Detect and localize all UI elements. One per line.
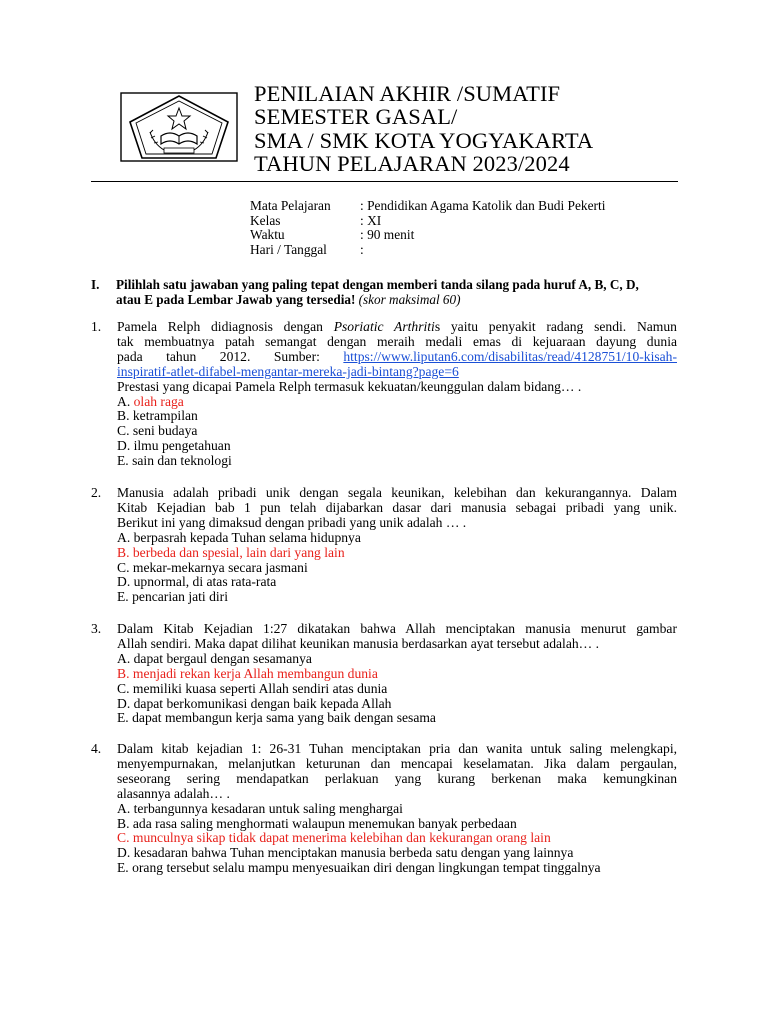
info-value: : XI	[360, 212, 382, 228]
option-text: dapat berkomunikasi dengan baik kepada Allah	[133, 695, 392, 711]
question-line: tak membuatnya patah semangat dengan meraih medali emas di kejuaraan dayung dunia	[117, 333, 677, 349]
option-text: ketrampilan	[132, 408, 198, 424]
option-text: orang tersebut selalu mampu menyesuaikan diri dengan lingkungan tempat tinggalnya	[132, 860, 601, 876]
answer-option-a[interactable]	[117, 531, 677, 546]
answer-option-c[interactable]	[117, 561, 677, 576]
option-label: E.	[117, 589, 129, 605]
option-label: C.	[117, 559, 130, 575]
question-number: 3.	[91, 621, 102, 636]
answer-option-e[interactable]	[117, 711, 677, 726]
question-line: Berikut ini yang dimaksud dengan pribadi yang unik adalah … .	[117, 514, 467, 530]
answer-option-b[interactable]	[117, 667, 677, 682]
question-line	[117, 365, 677, 380]
option-label: A.	[117, 393, 131, 409]
question-line: menyempurnakan, melanjutkan keturunan dan mencapai keselamatan. Jika dalam pergaulan,	[117, 755, 677, 771]
answer-option-d[interactable]	[117, 846, 677, 861]
question-body	[117, 622, 677, 726]
exam-title	[254, 82, 734, 176]
exam-title-line: SMA / SMK KOTA YOGYAKARTA	[254, 127, 594, 153]
answer-option-d[interactable]	[117, 439, 677, 454]
option-text: menjadi rekan kerja Allah membangun dunia	[132, 665, 378, 681]
info-row-subject	[250, 199, 605, 214]
info-key: Hari / Tanggal	[250, 241, 327, 257]
option-text: seni budaya	[132, 423, 198, 439]
exam-info	[250, 199, 605, 257]
option-text: memiliki kuasa seperti Allah sendiri atas dunia	[132, 680, 388, 696]
score-note: (skor maksimal 60)	[358, 291, 461, 307]
answer-option-b[interactable]	[117, 546, 677, 561]
info-value: :	[360, 241, 364, 257]
option-text: ada rasa saling menghormati walaupun menemukan banyak perbedaan	[132, 815, 517, 831]
option-label: E.	[117, 453, 129, 469]
question-text: Pamela Relph didiagnosis dengan	[117, 319, 334, 334]
info-value: : 90 menit	[360, 227, 415, 243]
source-link-continued[interactable]: inspiratif-atlet-difabel-mengantar-mereka-jadi-bintang?page=6	[117, 363, 459, 379]
option-label: E.	[117, 710, 129, 726]
option-label: D.	[117, 695, 131, 711]
question-line: Manusia adalah pribadi unik dengan segala keunikan, kelebihan dan kekurangannya. Dalam	[117, 485, 677, 500]
question-line: Allah sendiri. Maka dapat dilihat keunikan manusia berdasarkan ayat tersebut adalah… .	[117, 635, 600, 651]
option-label: D.	[117, 438, 131, 454]
question-line: alasannya adalah… .	[117, 785, 230, 801]
question-line: Dalam Kitab Kejadian 1:27 dikatakan bahwa Allah menciptakan manusia menurut gambar	[117, 621, 677, 636]
option-text: ilmu pengetahuan	[133, 438, 231, 454]
info-row-date	[250, 243, 605, 258]
section-number: I.	[91, 277, 100, 292]
answer-option-b[interactable]	[117, 409, 677, 424]
answer-option-c[interactable]	[117, 424, 677, 439]
answer-option-a[interactable]	[117, 802, 677, 817]
answer-option-e[interactable]	[117, 861, 677, 876]
question-line: seseorang sering mendapatkan perlakuan yang kurang berkenan maka kemungkinan	[117, 770, 677, 786]
instruction-line: Pilihlah satu jawaban yang paling tepat dengan memberi tanda silang pada huruf A, B, C, D,	[116, 277, 639, 292]
option-label: A.	[117, 800, 131, 816]
exam-title-line: PENILAIAN AKHIR /SUMATIF	[254, 81, 561, 106]
question-line	[117, 320, 677, 335]
option-text: berpasrah kepada Tuhan selama hidupnya	[133, 529, 361, 545]
answer-option-b[interactable]	[117, 817, 677, 832]
option-label: D.	[117, 845, 131, 861]
answer-option-c[interactable]	[117, 682, 677, 697]
option-label: D.	[117, 574, 131, 590]
question-body	[117, 486, 677, 605]
question-number: 2.	[91, 485, 102, 500]
question-line: Dalam kitab kejadian 1: 26-31 Tuhan menciptakan pria dan wanita untuk saling melengkapi,	[117, 741, 677, 756]
option-label: A.	[117, 529, 131, 545]
option-label: C.	[117, 423, 130, 439]
header-divider	[91, 181, 678, 182]
info-value: : Pendidikan Agama Katolik dan Budi Pekerti	[360, 198, 606, 213]
instruction-text	[116, 278, 696, 307]
answer-option-a[interactable]	[117, 652, 677, 667]
option-label: B.	[117, 665, 130, 681]
question-stem: Prestasi yang dicapai Pamela Relph termasuk kekuatan/keunggulan dalam bidang… .	[117, 378, 582, 394]
answer-option-e[interactable]	[117, 454, 677, 469]
option-label: B.	[117, 544, 130, 560]
info-key: Kelas	[250, 212, 281, 228]
answer-option-d[interactable]	[117, 575, 677, 590]
option-label: A.	[117, 650, 131, 666]
question-text: pada tahun 2012. Sumber:	[117, 348, 344, 364]
option-text: pencarian jati diri	[132, 589, 228, 605]
medical-term: Psoriatic Arthriti	[333, 319, 435, 334]
question-number: 1.	[91, 319, 102, 334]
option-label: C.	[117, 680, 130, 696]
option-text: olah raga	[133, 393, 184, 409]
option-text: dapat bergaul dengan sesamanya	[133, 650, 312, 666]
question-line: Kitab Kejadian bab 1 pun telah dijabarkan dasar dari manusia sebagai pribadi yang unik.	[117, 499, 677, 515]
answer-option-a[interactable]	[117, 395, 677, 410]
answer-option-c[interactable]	[117, 831, 677, 846]
option-text: upnormal, di atas rata-rata	[133, 574, 277, 590]
question-body	[117, 742, 677, 876]
instruction-line	[116, 293, 696, 308]
info-row-class	[250, 214, 605, 229]
option-text: dapat membangun kerja sama yang baik dengan sesama	[132, 710, 436, 726]
exam-title-line: SEMESTER GASAL/	[254, 104, 458, 130]
option-text: kesadaran bahwa Tuhan menciptakan manusia berbeda satu dengan yang lainnya	[133, 845, 574, 861]
option-text: berbeda dan spesial, lain dari yang lain	[132, 544, 345, 560]
answer-option-e[interactable]	[117, 590, 677, 605]
option-label: B.	[117, 815, 130, 831]
source-link[interactable]: https://www.liputan6.com/disabilitas/read/4128751/10-kisah-	[343, 348, 677, 364]
question-text: s yaitu penyakit radang sendi. Namun	[434, 319, 677, 334]
option-label: B.	[117, 408, 130, 424]
question-line	[117, 350, 677, 365]
option-text: munculnya sikap tidak dapat menerima kelebihan dan kekurangan orang lain	[132, 830, 551, 846]
option-label: E.	[117, 860, 129, 876]
answer-option-d[interactable]	[117, 697, 677, 712]
question-body	[117, 320, 677, 469]
option-text: terbangunnya kesadaran untuk saling menghargai	[133, 800, 403, 816]
option-label: C.	[117, 830, 130, 846]
info-row-time	[250, 228, 605, 243]
info-key: Waktu	[250, 227, 285, 243]
option-text: sain dan teknologi	[132, 453, 232, 469]
kemenag-emblem-icon	[120, 92, 238, 162]
option-text: mekar-mekarnya secara jasmani	[132, 559, 308, 575]
question-number: 4.	[91, 741, 102, 756]
exam-title-line: TAHUN PELAJARAN 2023/2024	[254, 151, 570, 177]
instruction-line-text: atau E pada Lembar Jawab yang tersedia!	[116, 291, 356, 307]
info-key: Mata Pelajaran	[250, 198, 331, 213]
